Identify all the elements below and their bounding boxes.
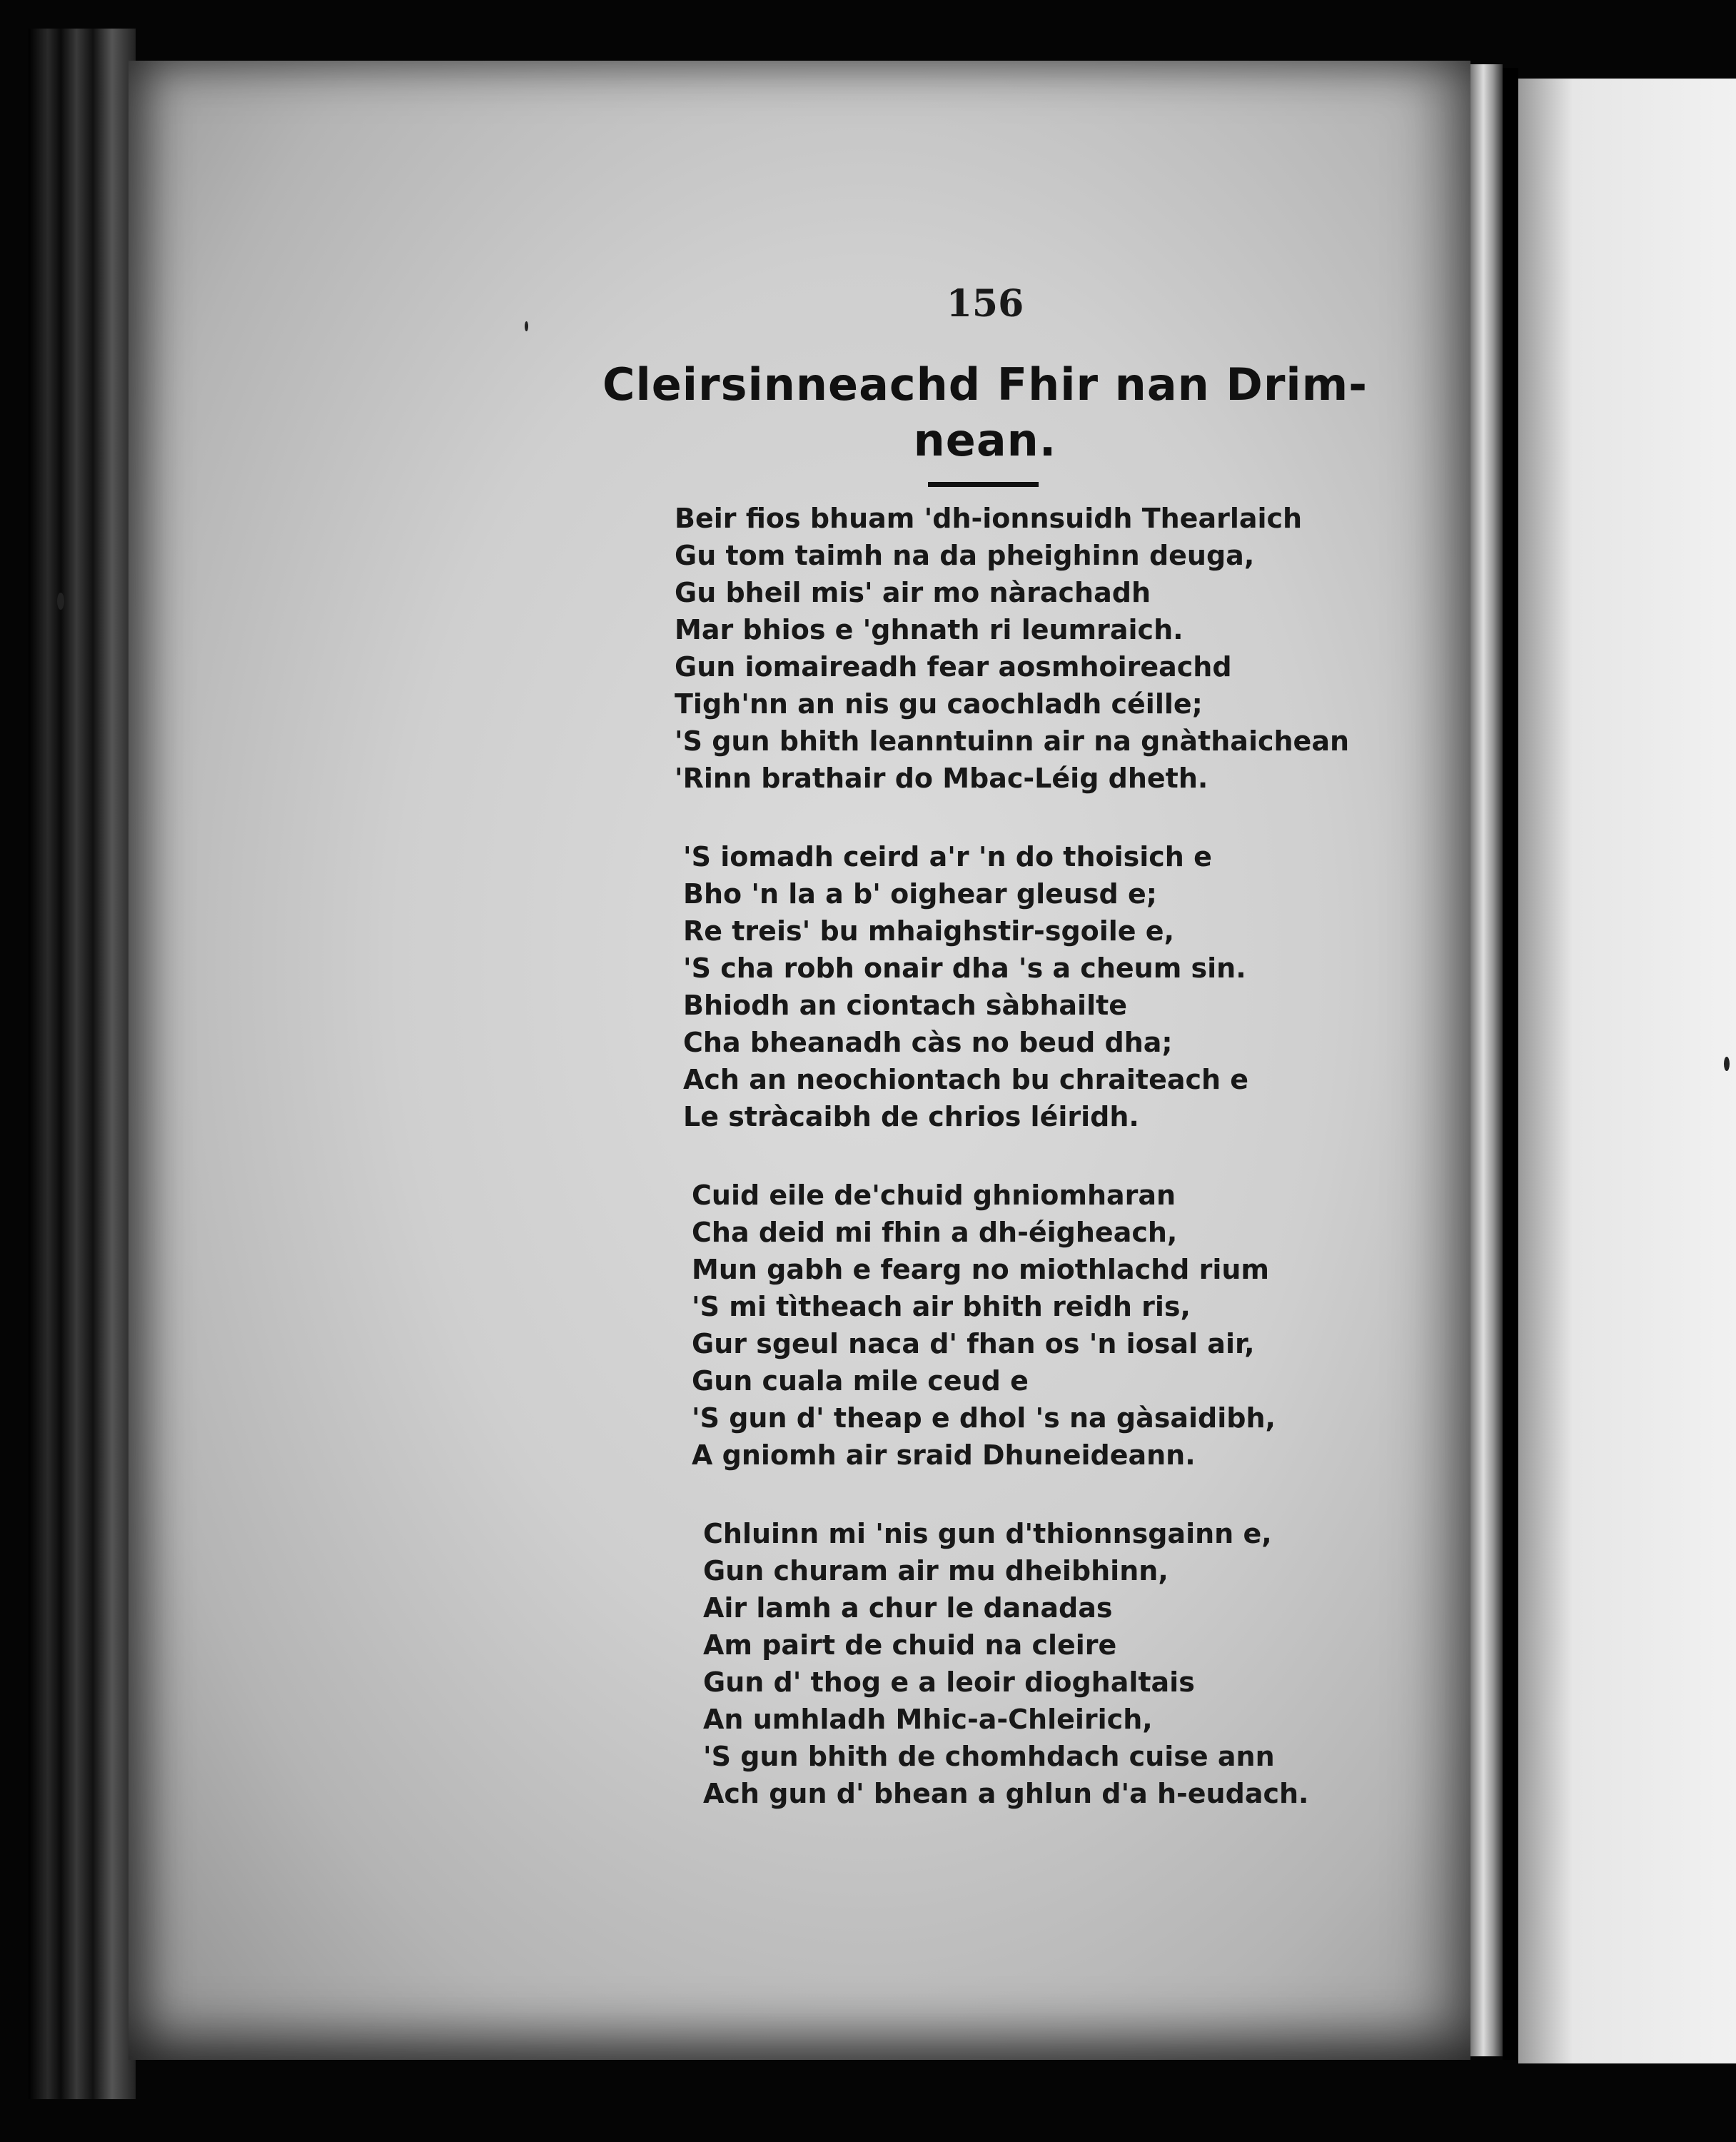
poem-line: Mun gabh e fearg no miothlachd rium (692, 1254, 1270, 1285)
poem-line: 'S gun bhith de chomhdach cuise ann (703, 1741, 1275, 1772)
poem-title (600, 357, 1371, 468)
poem-line: 'Rinn brathair do Mbac-Léig dheth. (675, 763, 1208, 794)
poem-line: An umhladh Mhic-a-Chleirich, (703, 1704, 1153, 1735)
poem-line: Gun iomaireadh fear aosmhoireachd (675, 651, 1232, 683)
poem-line: 'S mi tìtheach air bhith reidh ris, (692, 1291, 1191, 1322)
poem-line: Ach an neochiontach bu chraiteach e (683, 1064, 1249, 1095)
book-spine-left (29, 29, 136, 2099)
poem-line: Beir fios bhuam 'dh-ionnsuidh Thearlaich (675, 503, 1303, 534)
poem-line: Cha bheanadh càs no beud dha; (683, 1027, 1173, 1058)
poem-line: Le stràcaibh de chrios léiridh. (683, 1101, 1139, 1132)
facing-page (1518, 79, 1736, 2063)
stanza (703, 1515, 1417, 1812)
poem-body (675, 500, 1388, 1854)
stanza (675, 500, 1388, 797)
poem-line: Cuid eile de'chuid ghniomharan (692, 1180, 1176, 1211)
stanza (683, 838, 1397, 1135)
scan-speck (525, 321, 528, 331)
title-line: Cleirsinneachd Fhir nan Drim- (602, 358, 1368, 411)
poem-line: Gun churam air mu dheibhinn, (703, 1555, 1169, 1587)
poem-line: A gniomh air sraid Dhuneideann. (692, 1439, 1196, 1471)
page-number: 156 (946, 282, 1024, 326)
poem-line: Bhiodh an ciontach sàbhailte (683, 990, 1128, 1021)
poem-line: Chluinn mi 'nis gun d'thionnsgainn e, (703, 1518, 1272, 1549)
poem-line: Bho 'n la a b' oighear gleusd e; (683, 878, 1157, 910)
poem-line: Gu tom taimh na da pheighinn deuga, (675, 540, 1255, 571)
poem-line: Cha deid mi fhin a dh-éigheach, (692, 1217, 1178, 1248)
poem-line: Gun d' thog e a leoir dioghaltais (703, 1666, 1195, 1698)
stanza (692, 1177, 1406, 1474)
poem-line: 'S gun d' theap e dhol 's na gàsaidibh, (692, 1402, 1276, 1434)
poem-line: Am pairt de chuid na cleire (703, 1629, 1117, 1661)
poem-line: Gur sgeul naca d' fhan os 'n iosal air, (692, 1328, 1255, 1359)
poem-line: Re treis' bu mhaighstir-sgoile e, (683, 915, 1175, 947)
page-edge (1470, 64, 1503, 2056)
title-line: nean. (913, 414, 1057, 466)
title-divider (928, 482, 1039, 487)
poem-line: 'S gun bhith leanntuinn air na gnàthaichean (675, 725, 1350, 757)
poem-line: Mar bhios e 'ghnath ri leumraich. (675, 614, 1184, 645)
poem-line: Ach gun d' bhean a ghlun d'a h-eudach. (703, 1778, 1309, 1809)
scan-speck (1724, 1057, 1730, 1071)
scan-speck (57, 593, 64, 610)
poem-line: Gu bheil mis' air mo nàrachadh (675, 577, 1151, 608)
poem-line: Air lamh a chur le danadas (703, 1592, 1113, 1624)
poem-line: Tigh'nn an nis gu caochladh céille; (675, 688, 1203, 720)
poem-line: Gun cuala mile ceud e (692, 1365, 1029, 1397)
poem-line: 'S iomadh ceird a'r 'n do thoisich e (683, 841, 1212, 873)
poem-line: 'S cha robh onair dha 's a cheum sin. (683, 952, 1246, 984)
book-gutter (1503, 68, 1518, 2060)
